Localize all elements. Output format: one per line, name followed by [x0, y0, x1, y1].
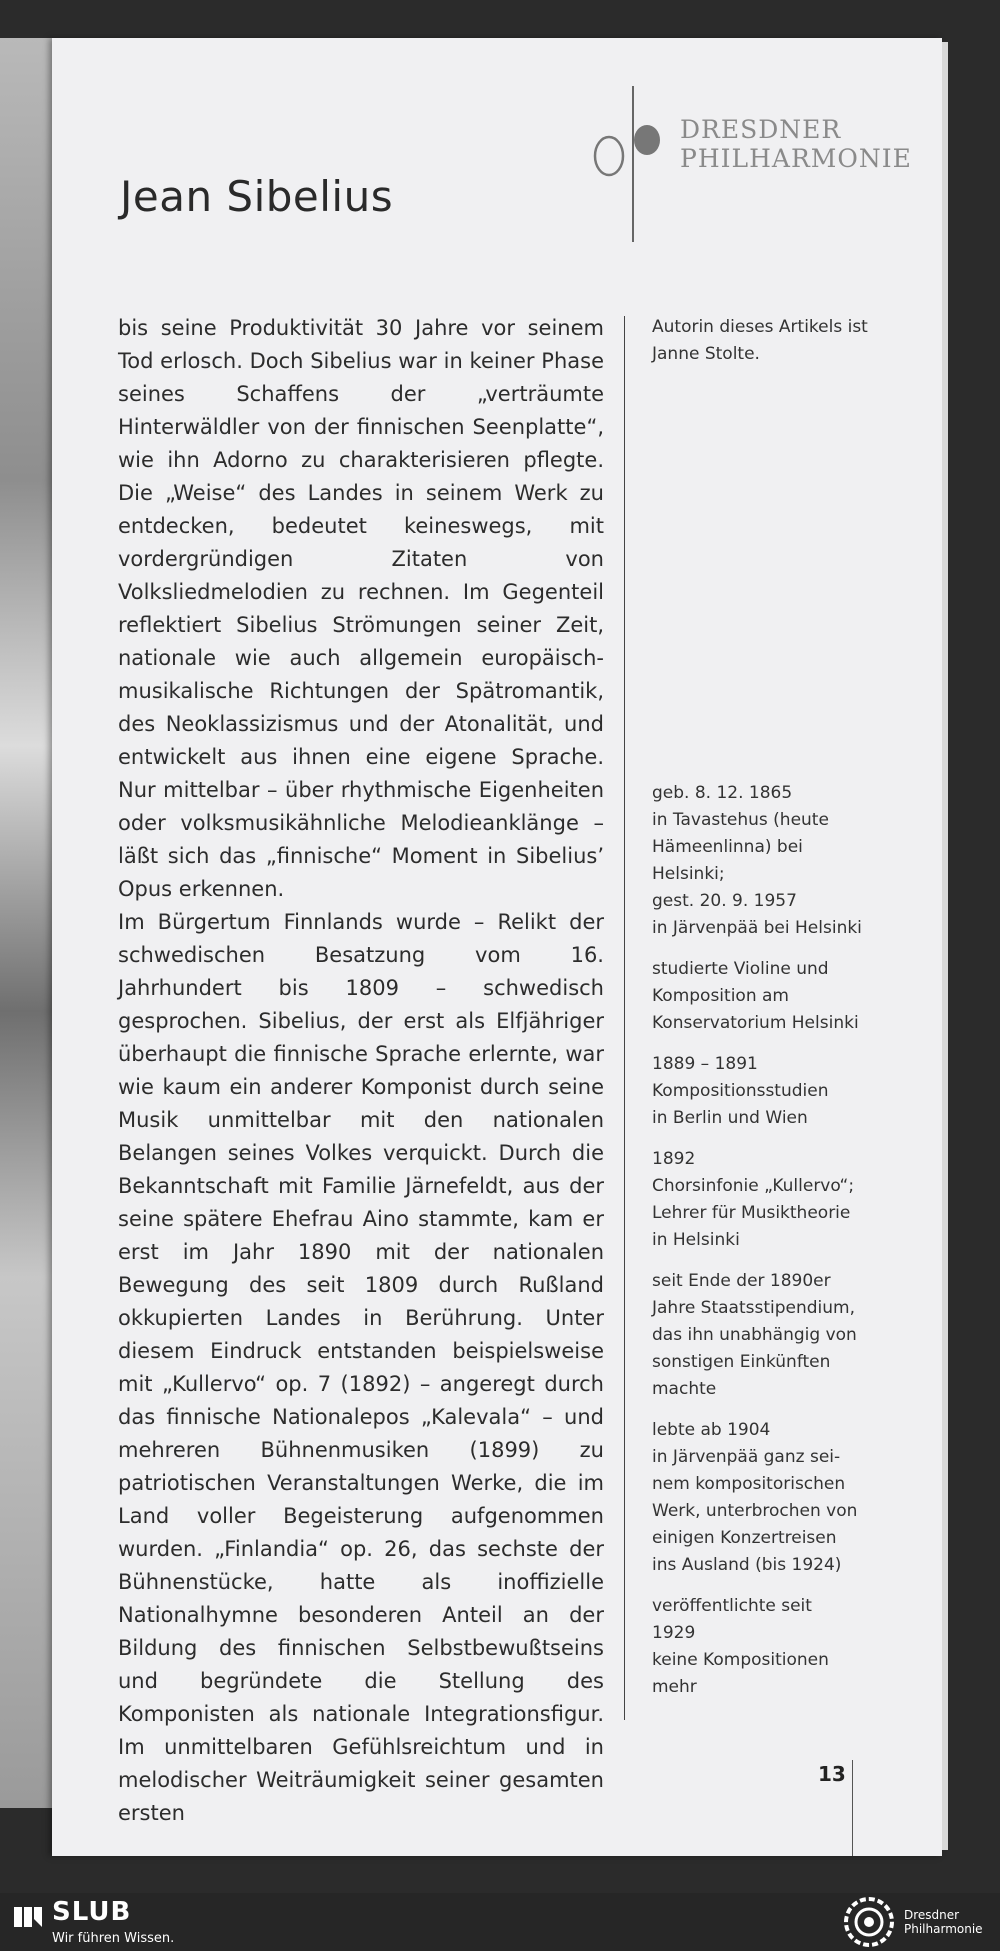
- bio-line: lebte ab 1904: [652, 1420, 771, 1440]
- bio-line: veröffentlichte seit: [652, 1596, 812, 1616]
- footer-partner-line-1: Dresdner: [904, 1908, 960, 1922]
- bio-entry: [652, 1268, 882, 1403]
- bio-line: mehr: [652, 1677, 697, 1697]
- bio-line: Konservatorium Helsinki: [652, 1013, 859, 1033]
- dresdner-philharmonie-logo-icon: [585, 80, 665, 250]
- bio-line: studierte Violine und: [652, 959, 829, 979]
- bio-entry: [652, 780, 882, 942]
- bio-entry: [652, 956, 882, 1037]
- bio-line: geb. 8. 12. 1865: [652, 783, 793, 803]
- bio-line: Werk, unterbrochen von: [652, 1501, 858, 1521]
- bio-line: Chorsinfonie „Kullervo“;: [652, 1176, 855, 1196]
- bio-line: machte: [652, 1379, 717, 1399]
- logo-line-2: PHILHARMONIE: [680, 144, 912, 173]
- dresdner-philharmonie-logo-text: [680, 115, 912, 173]
- bio-entry: [652, 1051, 882, 1132]
- bio-line: Kompositionsstudien: [652, 1081, 829, 1101]
- column-divider: [624, 316, 625, 1720]
- article-paragraph-1: bis seine Produktivität 30 Jahre vor seinem Tod erlosch. Doch Sibelius war in keiner Phase seines Schaffens der „verträumte Hinterwäldler von der finnischen Seenplatte“, wie ihn Adorno zu charakterisieren pflegte. Die „Weise“ des Landes in seinem Werk zu entdecken, bedeutet keineswegs, mit vordergründigen Zitaten von Volksliedmelodien zu rechnen. Im Gegenteil reflektiert Sibelius Strömungen seiner Zeit, nationale wie auch allgemein europäisch-musikalische Richtungen der Spätromantik, des Neoklassizismus und der Atonalität, und entwickelt aus ihnen eine eigene Sprache. Nur mittelbar – über rhythmische Eigenheiten oder volksmusikähnliche Melodieanklänge – läßt sich das „finnische“ Moment in Sibelius’ Opus erkennen.: [118, 316, 604, 901]
- dresdner-philharmonie-footer-icon: [842, 1895, 896, 1949]
- bio-line: das ihn unabhängig von: [652, 1325, 857, 1345]
- bio-line: in Tavastehus (heute: [652, 810, 829, 830]
- bio-line: sonstigen Einkünften: [652, 1352, 831, 1372]
- page-number: 13: [818, 1762, 846, 1786]
- footer-bar: [0, 1893, 1000, 1951]
- logo-line-1: DRESDNER: [680, 115, 842, 144]
- bio-line: in Järvenpää bei Helsinki: [652, 918, 862, 938]
- bio-line: einigen Konzertreisen: [652, 1528, 837, 1548]
- background-photo-edge: [0, 38, 58, 1808]
- bio-line: Jahre Staatsstipendium,: [652, 1298, 856, 1318]
- article-body: [118, 312, 604, 1830]
- bio-line: 1929: [652, 1623, 696, 1643]
- bio-line: Komposition am: [652, 986, 789, 1006]
- page-edge: [942, 42, 948, 1850]
- bio-entry: [652, 1593, 882, 1701]
- bio-line: nem kompositorischen: [652, 1474, 846, 1494]
- bio-line: in Berlin und Wien: [652, 1108, 808, 1128]
- bio-line: seit Ende der 1890er: [652, 1271, 831, 1291]
- author-note: [652, 314, 882, 382]
- bio-line: 1889 – 1891: [652, 1054, 758, 1074]
- bio-entry: [652, 1146, 882, 1254]
- slub-tagline: Wir führen Wissen.: [52, 1931, 175, 1946]
- slub-logo-icon: [14, 1905, 42, 1929]
- biography-sidebar: [652, 780, 882, 1715]
- bio-line: in Helsinki: [652, 1230, 740, 1250]
- bio-line: keine Kompositionen: [652, 1650, 829, 1670]
- bio-line: 1892: [652, 1149, 696, 1169]
- article-paragraph-2: Im Bürgertum Finnlands wurde – Relikt der schwedischen Besatzung vom 16. Jahrhundert bis 1809 – schwedisch gesprochen. Sibelius, der erst als Elfjähriger überhaupt die finnische Sprache erlernte, war wie kaum ein anderer Komponist durch seine Musik unmittelbar mit den nationalen Belangen seines Volkes verquickt. Durch die Bekanntschaft mit Familie Järnefeldt, aus der seine spätere Ehefrau Aino stammte, kam er erst im Jahr 1890 mit der nationalen Bewegung des seit 1809 durch Rußland okkupierten Landes in Berührung. Unter diesem Eindruck entstanden beispielsweise mit „Kullervo“ op. 7 (1892) – angeregt durch das finnische Nationalepos „Kalevala“ – und mehreren Bühnenmusiken (1899) zu patriotischen Veranstaltungen Werke, die im Land voller Begeisterung aufgenommen wurden. „Finlandia“ op. 26, das sechste der Bühnenstücke, hatte als inoffizielle Nationalhymne besonderen Anteil an der Bildung des finnischen Selbstbewußtseins und begründete die Stellung des Komponisten als nationale Integrationsfigur. Im unmittelbaren Gefühlsreichtum und in melodischer Weiträumigkeit seiner gesamten ersten: [118, 910, 604, 1825]
- bio-line: Helsinki;: [652, 864, 725, 884]
- page-number-rule: [852, 1760, 853, 1856]
- page-title: Jean Sibelius: [120, 172, 394, 221]
- bio-line: Lehrer für Musiktheorie: [652, 1203, 851, 1223]
- footer-partner-line-2: Philharmonie: [904, 1922, 983, 1936]
- bio-line: gest. 20. 9. 1957: [652, 891, 797, 911]
- slub-name: SLUB: [52, 1897, 132, 1927]
- author-note-text: Autorin dieses Artikels ist Janne Stolte.: [652, 317, 868, 364]
- bio-line: ins Ausland (bis 1924): [652, 1555, 842, 1575]
- bio-line: in Järvenpää ganz sei-: [652, 1447, 841, 1467]
- bio-entry: [652, 1417, 882, 1579]
- bio-line: Hämeenlinna) bei: [652, 837, 803, 857]
- footer-partner-name: [904, 1908, 983, 1936]
